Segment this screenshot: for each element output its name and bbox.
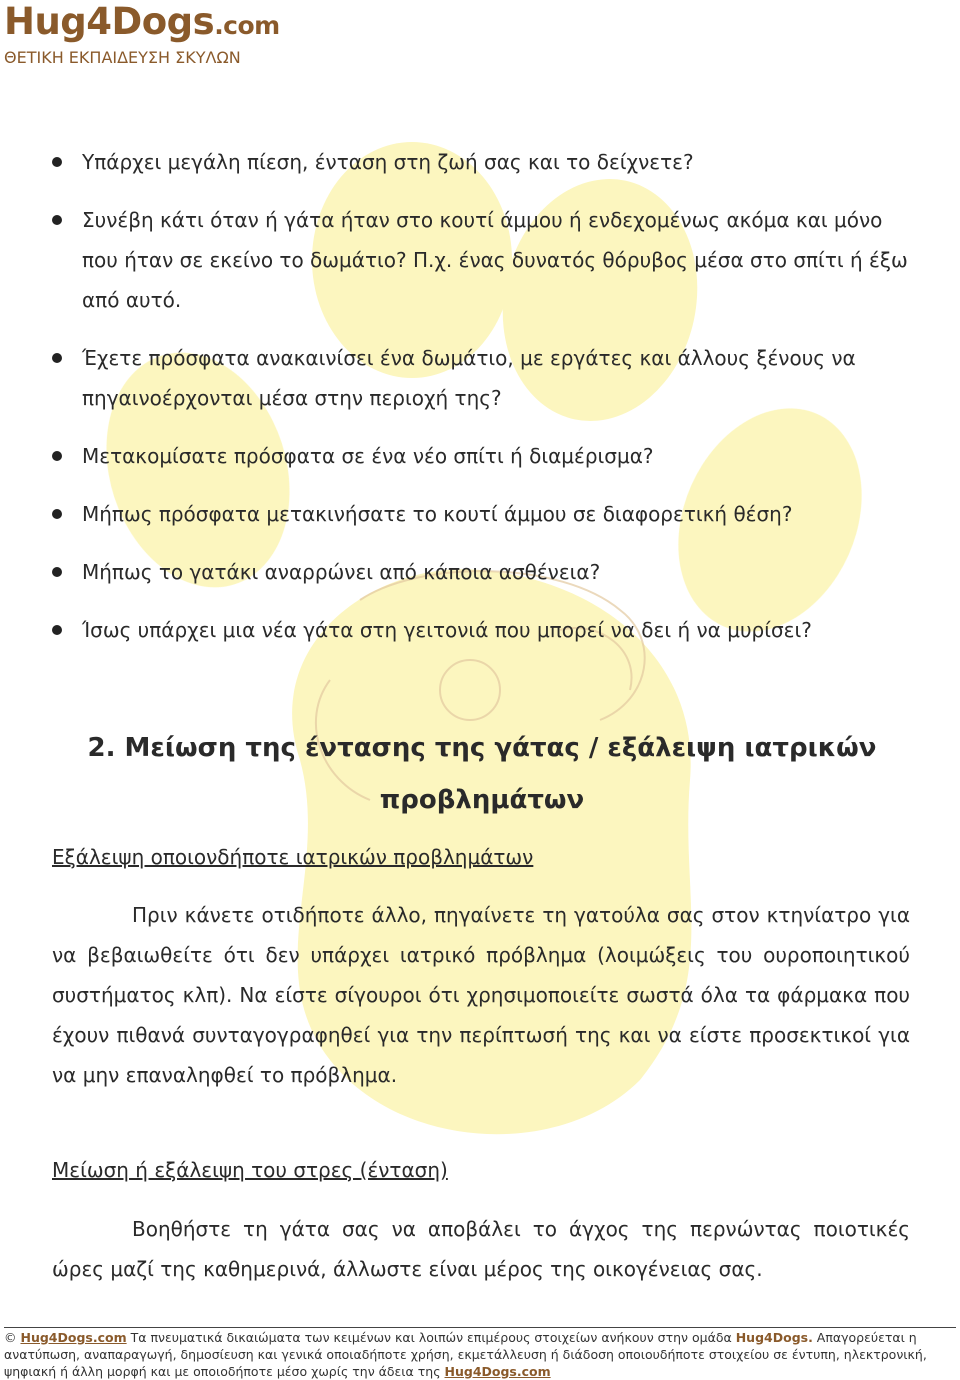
logo-wordmark [4, 0, 280, 48]
section-heading: 2. Μείωση της έντασης της γάτας / εξάλειψη ιατρικών προβλημάτων [87, 733, 877, 815]
list-item: Μήπως πρόσφατα μετακινήσατε το κουτί άμμου σε διαφορετική θέση? [52, 494, 912, 534]
logo [4, 0, 280, 68]
subheading-medical: Εξάλειψη οποιονδήποτε ιατρικών προβλημάτων [52, 845, 534, 869]
paragraph-stress: Βοηθήστε τη γάτα σας να αποβάλει το άγχος της περνώντας ποιοτικές ώρες μαζί της καθημερινά, άλλωστε είναι μέρος της οικογένειας σας. [52, 1217, 910, 1281]
copyright-footer [4, 1327, 956, 1380]
logo-name: Hug4Dogs [4, 0, 215, 43]
list-item: Μήπως το γατάκι αναρρώνει από κάποια ασθένεια? [52, 552, 912, 592]
logo-suffix: .com [214, 11, 280, 40]
list-item: Ίσως υπάρχει μια νέα γάτα στη γειτονιά που μπορεί να δει ή να μυρίσει? [52, 610, 912, 650]
bullet-list [52, 142, 912, 650]
subheading-stress: Μείωση ή εξάλειψη του στρες (ένταση) [52, 1158, 448, 1182]
footer-brand: Hug4Dogs. [735, 1330, 813, 1345]
footer-text-rights: Απαγορεύεται η ανατύπωση, αναπαραγωγή, δημοσίευση και γενικά οποιαδήποτε χρήση, εκμετάλλευση ή διάδοση οποιουδήποτε στοιχείου σε έντυπη, ηλεκτρονική, ψηφιακή ή άλλη μορφή και με οποιοδήποτε μέσο χωρίς την άδεια της [4, 1330, 927, 1379]
copyright-symbol: © [4, 1330, 17, 1345]
footer-link-hug4dogs[interactable]: Hug4Dogs.com [20, 1330, 127, 1345]
paragraph-medical: Πριν κάνετε οτιδήποτε άλλο, πηγαίνετε τη γατούλα σας στον κτηνίατρο για να βεβαιωθείτε ότι δεν υπάρχει ιατρικό πρόβλημα (λοιμώξεις του ουροποιητικού συστήματος κλπ). Να είστε σίγουροι ότι χρησιμοποιείτε σωστά όλα τα φάρμακα που έχουν πιθανά συνταγογραφηθεί για την περίπτωσή της και να είστε προσεκτικοί για να μην επαναληφθεί το πρόβλημα. [52, 903, 910, 1087]
logo-tagline: ΘΕΤΙΚΗ ΕΚΠΑΙΔΕΥΣΗ ΣΚΥΛΩΝ [4, 48, 241, 67]
footer-link-hug4dogs-end[interactable]: Hug4Dogs.com [444, 1364, 551, 1379]
list-item: Έχετε πρόσφατα ανακαινίσει ένα δωμάτιο, με εργάτες και άλλους ξένους να πηγαινοέρχονται μέσα στην περιοχή της? [52, 338, 912, 418]
list-item: Υπάρχει μεγάλη πίεση, ένταση στη ζωή σας και το δείχνετε? [52, 142, 912, 182]
list-item: Συνέβη κάτι όταν ή γάτα ήταν στο κουτί άμμου ή ενδεχομένως ακόμα και μόνο που ήταν σε εκείνο το δωμάτιο? Π.χ. ένας δυνατός θόρυβος μέσα στο σπίτι ή έξω από αυτό. [52, 200, 912, 320]
footer-text: Τα πνευματικά δικαιώματα των κειμένων και λοιπών επιμέρους στοιχείων ανήκουν στην ομάδα [126, 1330, 736, 1345]
list-item: Μετακομίσατε πρόσφατα σε ένα νέο σπίτι ή διαμέρισμα? [52, 436, 912, 476]
